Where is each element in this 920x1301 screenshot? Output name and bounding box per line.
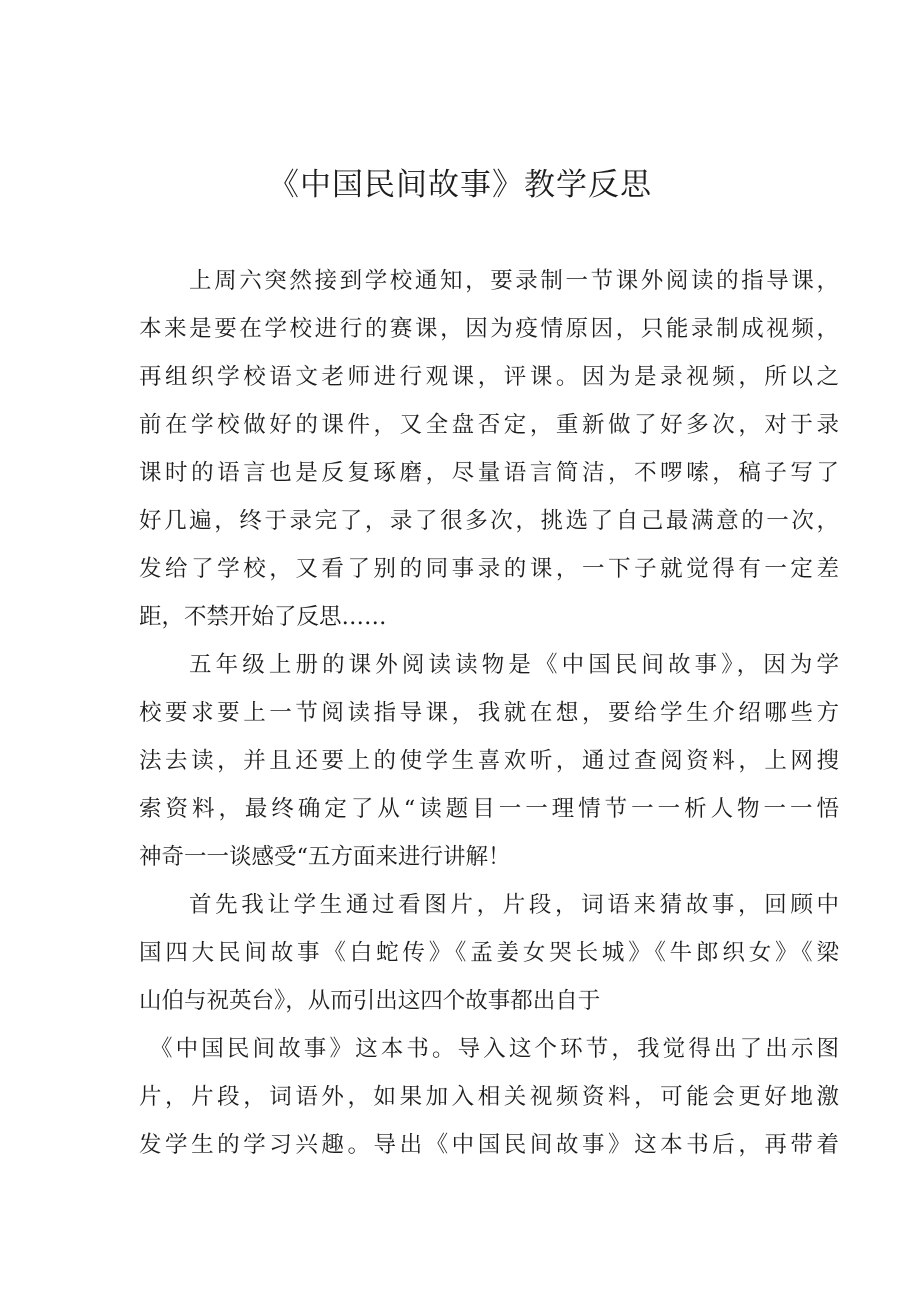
paragraph-line: 法去读，并且还要上的使学生喜欢听，通过查阅资料，上网搜 <box>139 748 839 774</box>
paragraph-line: 好几遍，终于录完了，录了很多次，挑选了自己最满意的一次， <box>139 508 839 534</box>
paragraph-line: 五年级上册的课外阅读读物是《中国民间故事》，因为学 <box>189 652 839 678</box>
paragraph-line: 本来是要在学校进行的赛课，因为疫情原因，只能录制成视频， <box>139 316 839 342</box>
paragraph-line: 神奇一一谈感受“五方面来进行讲解！ <box>139 844 511 870</box>
paragraph-line: 发学生的学习兴趣。导出《中国民间故事》这本书后，再带着 <box>139 1132 839 1158</box>
paragraph-line: 国四大民间故事《白蛇传》《孟姜女哭长城》《牛郎织女》《梁 <box>139 940 839 966</box>
paragraph-line: 上周六突然接到学校通知，要录制一节课外阅读的指导课， <box>189 268 839 294</box>
paragraph-line: 山伯与祝英台》，从而引出这四个故事都出自于 <box>139 988 601 1014</box>
paragraph-line: 首先我让学生通过看图片，片段，词语来猜故事，回顾中 <box>189 892 839 918</box>
paragraph-line: 校要求要上一节阅读指导课，我就在想，要给学生介绍哪些方 <box>139 700 839 726</box>
paragraph-line: 发给了学校，又看了别的同事录的课，一下子就觉得有一定差 <box>139 556 839 582</box>
document-title: 《中国民间故事》教学反思 <box>268 167 652 203</box>
paragraph-line: 课时的语言也是反复琢磨，尽量语言简洁，不啰嗦，稿子写了 <box>139 460 839 486</box>
paragraph-line: 索资料，最终确定了从“读题目一一理情节一一析人物一一悟 <box>139 796 839 822</box>
paragraph-line: 《中国民间故事》这本书。导入这个环节，我觉得出了出示图 <box>150 1036 839 1062</box>
paragraph-line: 片，片段，词语外，如果加入相关视频资料，可能会更好地激 <box>139 1084 839 1110</box>
paragraph-line: 再组织学校语文老师进行观课，评课。因为是录视频，所以之 <box>139 364 839 390</box>
paragraph-line: 前在学校做好的课件，又全盘否定，重新做了好多次，对于录 <box>139 412 839 438</box>
paragraph-line: 距，不禁开始了反思…… <box>139 604 387 630</box>
